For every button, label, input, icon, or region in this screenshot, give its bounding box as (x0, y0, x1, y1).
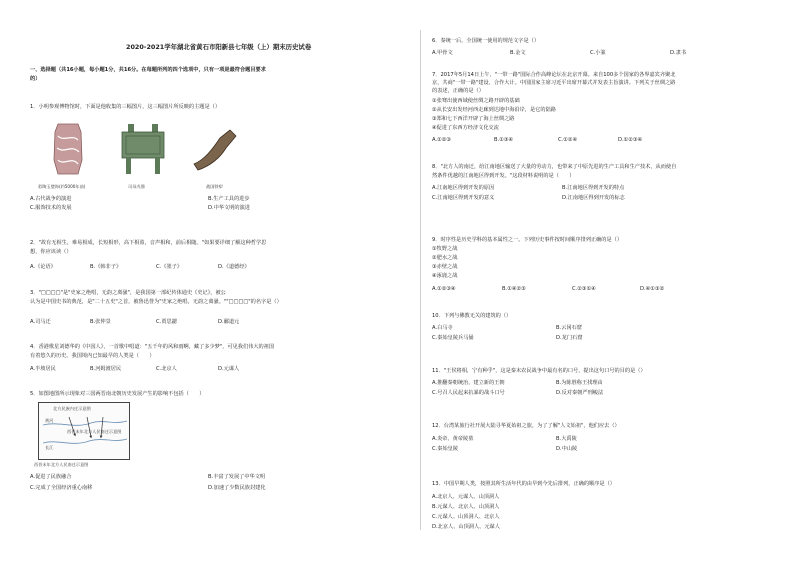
q10-option-b[interactable]: B.云冈石窟 (556, 325, 582, 331)
q12-option-c[interactable]: C.秦始皇陵 (432, 446, 459, 452)
q2-option-c[interactable]: C.《墨子》 (156, 264, 183, 270)
q4-option-d[interactable]: D.元谋人 (218, 366, 240, 372)
section-heading-line2: 的） (30, 76, 41, 82)
q7-item-3: ③郑和七下西洋开辟了海上丝绸之路 (432, 116, 515, 122)
q4-stem-line1: 4．香港歌星刘德华的《中国人》，一首歌中唱道："五千年的风和雨啊，藏了多少梦"，可见我们伟大的祖国 (30, 344, 275, 350)
q3-option-b[interactable]: B.张仲景 (90, 319, 111, 325)
q1-option-c[interactable]: C.服饰技术的发展 (30, 205, 72, 211)
q2-option-a[interactable]: A.《论语》 (30, 264, 56, 270)
q5-option-b[interactable]: B.丰富了发展了中华文明 (208, 474, 266, 480)
q7-option-c[interactable]: C.①②④ (558, 137, 578, 143)
q12-option-d[interactable]: D.中山陵 (556, 446, 578, 452)
q8-stem-line1: 8．"北方人的南迁，给江南地区输送了大量的劳动力，也带来了中原先进的生产工具和生产技术，从而使自 (432, 164, 677, 170)
q1-pottery-image (48, 120, 88, 180)
q9-item-4: ④涿鹿之战 (432, 273, 458, 279)
q11-stem: 11．"王侯将相，宁有种乎"，这是秦末农民战争中最有名的口号，提出这句口号的目的是（） (432, 368, 646, 374)
q5-map-caption: 西晋末年北方人民南迁示意图 (34, 462, 89, 467)
q1-option-d[interactable]: D.中华文明的演进 (208, 205, 250, 211)
q13-stem: 13．中国早期人类，按照其所生活年代的由早到今先后排列，正确的顺序是（） (432, 481, 615, 487)
q3-stem-line2: 认为是中国史书的典范，是"二十五史"之首，被鲁迅誉为"史家之绝唱，无韵之离骚。""□□□□"的名字是（） (30, 299, 282, 305)
q9-item-3: ③赤壁之战 (432, 264, 458, 270)
q7-option-d[interactable]: D.①②③④ (618, 137, 643, 143)
q3-option-c[interactable]: C.贾思勰 (156, 319, 177, 325)
q8-stem-line2: 然条件优越的江南地区得到开发。"这段材料说明的是（ ） (432, 173, 575, 179)
q3-option-a[interactable]: A.司马迁 (30, 319, 51, 325)
q6-option-c[interactable]: C.小篆 (590, 50, 606, 56)
q2-stem-line2: 想，你应该读（） (30, 249, 72, 255)
q6-stem: 6．秦统一后，全国统一使用的规范文字是（） (432, 38, 540, 44)
q6-option-b[interactable]: B.金文 (510, 50, 526, 56)
q4-option-b[interactable]: B.河姆渡居民 (90, 366, 122, 372)
q1-caption-pottery: 彩陶玉璧饰(约5000年前) (38, 184, 86, 189)
q9-option-b[interactable]: B.①④②③ (502, 286, 526, 292)
section-heading-line1: 一、选择题（共16小题，每小题1分，共16分。在每题所列的四个选项中，只有一项是最符合题目要求 (30, 67, 266, 73)
q11-option-b[interactable]: B.为陈胜称王找理由 (556, 380, 603, 386)
q13-option-d[interactable]: D.北京人、山顶洞人、元谋人 (432, 524, 500, 530)
q5-option-a[interactable]: A.促进了民族融合 (30, 474, 72, 480)
q11-option-c[interactable]: C.号召人民起来抗暴的战斗口号 (432, 390, 505, 396)
q4-stem-line2: 有着悠久的历史。我国境内已知最早的人类是（ ） (30, 353, 155, 359)
q9-option-d[interactable]: D.④①③② (640, 286, 665, 292)
q7-option-b[interactable]: B.①③④ (494, 137, 514, 143)
q9-item-2: ②肥水之战 (432, 255, 458, 261)
q10-option-a[interactable]: A.白马寺 (432, 325, 453, 331)
q12-option-b[interactable]: B.大禹陵 (556, 436, 577, 442)
q5-map-label-north: 北方民族内迁示意图 (53, 406, 91, 411)
q12-option-a[interactable]: A.炎帝、黄帝陵墓 (432, 436, 474, 442)
q5-stem: 5．如图地图所示现象对三国两晋南北朝历史发展产生的影响不包括（ ） (30, 391, 205, 397)
q7-option-a[interactable]: A.①②③ (432, 137, 452, 143)
q5-option-c[interactable]: C.完成了全国经济重心南移 (30, 485, 93, 491)
q8-option-d[interactable]: D.江南地区得到开发的标志 (562, 195, 625, 201)
q8-option-b[interactable]: B.江南地区得到开发的特点 (562, 185, 625, 191)
column-divider (420, 30, 421, 530)
q1-bronze-ding-image (114, 122, 172, 178)
q4-option-a[interactable]: A.半坡居民 (30, 366, 56, 372)
q13-option-c[interactable]: C.元谋人、山顶洞人、北京人 (432, 514, 500, 520)
q9-item-1: ①牧野之战 (432, 246, 458, 252)
q11-option-d[interactable]: D.反对秦朝严刑峻法 (556, 390, 604, 396)
q10-option-d[interactable]: D.龙门石窟 (556, 335, 583, 341)
q7-stem-line2: 京，共商"一带一路"建设、合作大计。中国国家主席习近平出席开幕式并发表主旨演讲。下列关于丝绸之路 (432, 80, 676, 86)
q2-stem-line1: 2．"故有无相生，难易相成，长短相形，高下相盈，音声相和，前后相随。"如果要详细了解这种哲学思 (30, 240, 267, 246)
q5-map-label-yangtze: 长江 (45, 445, 54, 450)
q7-item-2: ②从长安出发经河西走廊到达地中海沿岸，是它的陆路 (432, 107, 556, 113)
q13-option-b[interactable]: B.元谋人、北京人、山顶洞人 (432, 504, 500, 510)
q10-option-c[interactable]: C.秦始皇陵兵马俑 (432, 335, 474, 341)
q5-migration-map (38, 402, 130, 460)
q1-option-a[interactable]: A.古代战争的演进 (30, 196, 72, 202)
q9-option-a[interactable]: A.①②③④ (432, 286, 456, 292)
q8-option-c[interactable]: C.江南地区得到开发的意义 (432, 195, 495, 201)
q4-option-c[interactable]: C.北京人 (156, 366, 177, 372)
q6-option-a[interactable]: A.甲骨文 (432, 50, 453, 56)
q1-caption-plow: 战国铁犁 (206, 184, 223, 189)
q7-item-4: ④促进了东西方经济文化交流 (432, 125, 499, 131)
q9-stem: 9．时序性是历史学科的基本属性之一。下列历史事件按时间顺序排列正确的是（） (432, 237, 623, 243)
q1-option-b[interactable]: B.生产工具的进步 (208, 196, 250, 202)
q2-option-b[interactable]: B.《韩非子》 (90, 264, 122, 270)
q9-option-c[interactable]: C.②③①④ (572, 286, 596, 292)
q6-option-d[interactable]: D.隶书 (670, 50, 687, 56)
q5-option-d[interactable]: D.加速了少数民族封建化 (208, 485, 266, 491)
q1-caption-ding: 司母戊鼎 (128, 184, 145, 189)
q1-stem: 1．小明参观博物馆时，下面是他收集的三幅图片，这三幅图片所反映的主题是（） (30, 104, 221, 110)
q3-stem-line1: 3．"□□□□"是"史家之绝唱，无韵之离骚"，是我国第一部纪传体通史《史记》，被公 (30, 290, 226, 296)
exam-title: 2020-2021学年湖北省黄石市阳新县七年级（上）期末历史试卷 (126, 43, 312, 51)
q11-option-a[interactable]: A.推翻秦朝统治，建立新的王朝 (432, 380, 505, 386)
q5-map-label-south: 西晋末年北方人民南迁示意图 (67, 429, 122, 434)
q7-item-1: ①张骞出使西域使丝绸之路开辟的基础 (432, 98, 520, 104)
q1-iron-plow-image (190, 126, 248, 172)
q3-option-d[interactable]: D.郦道元 (218, 319, 240, 325)
q10-stem: 10．下列与佛教无关的建筑的（） (432, 313, 512, 319)
q5-map-label-yellow-river: 黄河 (45, 418, 54, 423)
q2-option-d[interactable]: D.《道德经》 (218, 264, 250, 270)
q7-stem-line1: 7．2017年5月14日上午，"一带一路"国际合作高峰论坛在北京开幕。来自100多个国家的各界嘉宾齐聚北 (432, 72, 676, 78)
q12-stem: 12．台湾某旅行社开展大陆寻华夏始祖之旅，为了了解"人文始祖"，他们应去（） (432, 423, 620, 429)
q7-stem-line3: 的表述，正确的是（） (432, 88, 484, 94)
q13-option-a[interactable]: A.北京人、元谋人、山顶洞人 (432, 494, 500, 500)
q8-option-a[interactable]: A.江南地区得到开发的原因 (432, 185, 495, 191)
